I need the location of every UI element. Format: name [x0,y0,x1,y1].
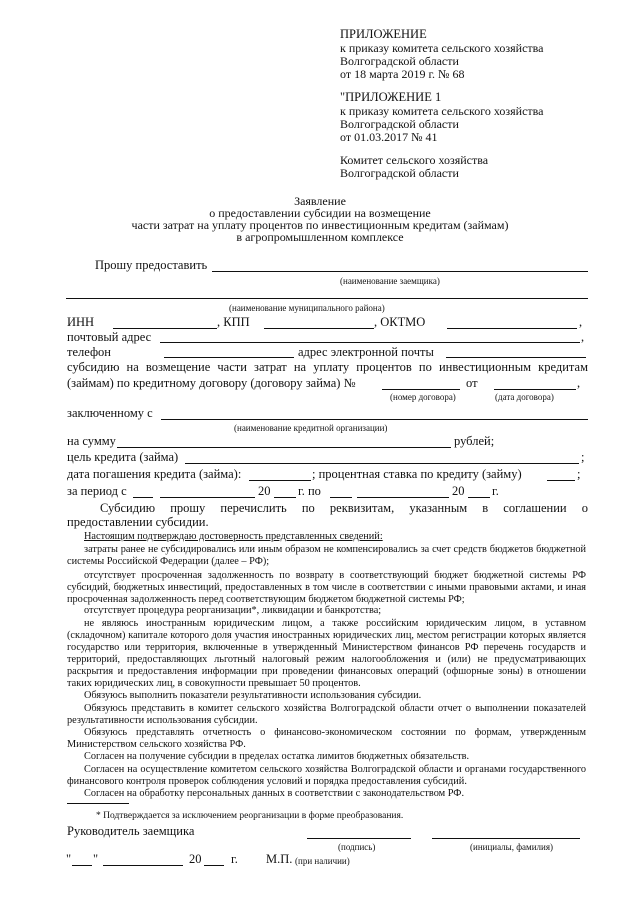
footnote-separator [67,803,129,804]
confirmation-item: не являюсь иностранным юридическим лицом, а также российским юридическим лицом, в уставном (складочном) капитале которого доля участия иностранных юридических лиц, местом регистрации которых является государство или территория, включенные в утвержденный Министерством финансов РФ перечень государств и территорий, предоставляющих льготный налоговый режим налогообложения и (или) не предусматривающих раскрытия и предоставления информации при проведении финансовых операций (офшорные зоны) в отношении таких юридических лиц, в совокупности превышает 50 процентов. [67,618,586,689]
confirmation-item: отсутствует просроченная задолженность по возврату в соответствующий бюджет бюджетной системы РФ субсидий, бюджетных инвестиций, предоставленных в том числе в соответствии с иными правовыми актами, и иная просроченная задолженность перед соответствующим бюджетом бюджетной системы РФ; [67,570,586,605]
transfer-text: предоставлении субсидии. [67,515,209,529]
signature-field[interactable] [307,838,411,839]
comma: , [581,330,585,344]
phone-field[interactable] [164,357,294,358]
obligation-item: Согласен на получение субсидии в пределах остатка лимитов бюджетных обязательств. [84,751,470,762]
year-suffix: г. [231,852,238,866]
year-prefix: 20 [258,484,271,498]
period-to-label: г. по [298,484,321,498]
stamp-note: (при наличии) [295,856,350,866]
amount-label: на сумму [67,434,116,448]
document-subtitle: о предоставлении субсидии на возмещение [209,206,431,220]
appendix-line: от 01.03.2017 № 41 [340,130,438,144]
postal-address-field[interactable] [160,342,580,343]
rubles-label: рублей; [454,434,495,448]
repayment-date-label: дата погашения кредита (займа): [67,467,242,481]
contract-number-caption: (номер договора) [390,392,456,402]
document-subtitle: в агропромышленном комплексе [236,230,404,244]
period-to-month-field[interactable] [357,497,449,498]
head-of-borrower-label: Руководитель заемщика [67,824,195,838]
subsidy-text: (займам) по кредитному договору (договору займа) № [67,376,356,390]
appendix-line: к приказу комитета сельского хозяйства [340,41,544,55]
from-label: от [466,376,478,390]
confirmation-heading: Настоящим подтверждаю достоверность представленных сведений: [84,531,383,542]
credit-organization-field[interactable] [161,419,588,420]
credit-organization-caption: (наименование кредитной организации) [234,423,388,433]
amount-field[interactable] [117,447,451,448]
name-caption: (инициалы, фамилия) [470,842,553,852]
sign-day-field[interactable] [72,865,92,866]
appendix-title: ПРИЛОЖЕНИЕ [340,27,427,41]
obligation-item: Согласен на обработку персональных данных в соответствии с законодательством РФ. [84,788,465,799]
period-from-label: за период с [67,484,127,498]
obligation-item: Обязуюсь выполнить показатели результативности использования субсидии. [84,690,422,701]
appendix-line: Волгоградской области [340,54,459,68]
quote-open: " [66,852,72,866]
district-name-field[interactable] [66,298,588,299]
repayment-date-field[interactable] [249,480,311,481]
period-to-day-field[interactable] [330,497,352,498]
request-label: Прошу предоставить [95,258,208,272]
district-caption: (наименование муниципального района) [229,303,385,313]
inn-label: ИНН [67,315,95,329]
borrower-caption: (наименование заемщика) [340,276,440,286]
confirmation-item: затраты ранее не субсидировались или иным образом не компенсировались за счет средств бюджетов бюджетной системы Российской Федерации (далее – РФ); [67,544,586,567]
sign-year-field[interactable] [204,865,224,866]
appendix-line: от 18 марта 2019 г. № 68 [340,67,465,81]
postal-address-label: почтовый адрес [67,330,152,344]
appendix-line: к приказу комитета сельского хозяйства [340,104,544,118]
obligation-item: Согласен на осуществление комитетом сельского хозяйства Волгоградской области и органами государственного финансового контроля проверок соблюдения условий и порядка предоставления субсидий. [67,764,586,787]
year-prefix: 20 [452,484,465,498]
signature-caption: (подпись) [338,842,376,852]
semicolon: ; [577,467,581,481]
email-field[interactable] [446,357,586,358]
inn-field[interactable] [113,328,217,329]
quote-close: " [93,852,99,866]
period-from-day-field[interactable] [133,497,153,498]
obligation-item: Обязуюсь представлять отчетность о финансово-экономическом состоянии по формам, утвержденным Министерством сельского хозяйства РФ. [67,727,586,750]
kpp-field[interactable] [264,328,374,329]
email-label: адрес электронной почты [298,345,434,359]
comma: , [577,376,581,390]
interest-rate-label: ; процентная ставка по кредиту (займу) [312,467,522,481]
document-subtitle: части затрат на уплату процентов по инвестиционным кредитам (займам) [131,218,509,232]
kpp-label: , КПП [217,315,250,329]
confirmation-item: отсутствует процедура реорганизации*, ликвидации и банкротства; [84,605,382,616]
sign-month-field[interactable] [103,865,183,866]
period-from-month-field[interactable] [160,497,255,498]
period-to-year-field[interactable] [468,497,490,498]
semicolon: ; [581,450,585,464]
appendix-1-title: "ПРИЛОЖЕНИЕ 1 [340,90,442,104]
stamp-label: М.П. [266,852,293,866]
comma: , [579,315,583,329]
credit-purpose-field[interactable] [185,463,579,464]
addressee: Комитет сельского хозяйства [340,153,489,167]
year-suffix: г. [492,484,499,498]
concluded-with-label: заключенному с [67,406,153,420]
oktmo-field[interactable] [447,328,577,329]
borrower-name-field[interactable] [212,271,588,272]
document-title: Заявление [294,194,346,208]
subsidy-text: субсидию на возмещение части затрат на уплату процентов по инвестиционным кредитам [67,360,588,374]
interest-rate-field[interactable] [547,480,575,481]
name-field[interactable] [432,838,580,839]
year-prefix: 20 [189,852,202,866]
appendix-line: Волгоградской области [340,117,459,131]
transfer-text: Субсидию прошу перечислить по реквизитам, указанным в соглашении о [100,501,588,515]
oktmo-label: , ОКТМО [374,315,426,329]
addressee: Волгоградской области [340,166,459,180]
obligation-item: Обязуюсь представить в комитет сельского хозяйства Волгоградской области отчет о выполнении показателей результативности использования субсидии. [67,703,586,726]
contract-number-field[interactable] [382,389,460,390]
phone-label: телефон [67,345,111,359]
credit-purpose-label: цель кредита (займа) [67,450,179,464]
contract-date-caption: (дата договора) [495,392,554,402]
contract-date-field[interactable] [494,389,576,390]
period-from-year-field[interactable] [274,497,296,498]
footnote: * Подтверждается за исключением реорганизации в форме преобразования. [96,811,404,821]
